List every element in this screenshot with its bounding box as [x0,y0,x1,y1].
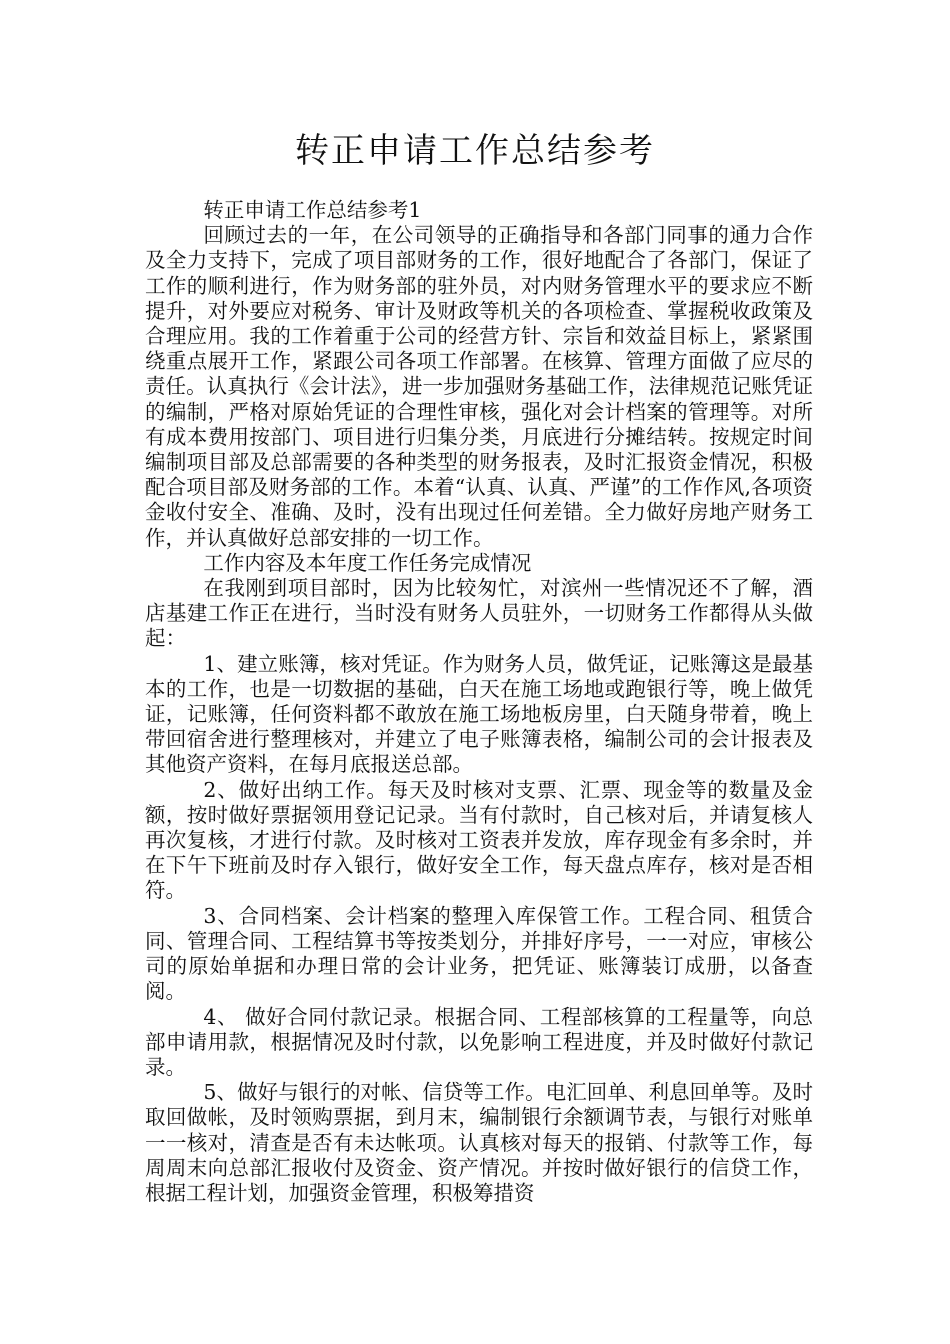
item-3-paragraph: 3、合同档案、会计档案的整理入库保管工作。工程合同、租赁合同、管理合同、工程结算书等按类划分，并排好序号，一一对应，审核公司的原始单据和办理日常的会计业务，把凭证、账簿装订成册，以备查阅。 [145,903,813,1004]
item-2-paragraph: 2、做好出纳工作。每天及时核对支票、汇票、现金等的数量及金额，按时做好票据领用登记记录。当有付款时，自己核对后，并请复核人再次复核，才进行付款。及时核对工资表并发放，库存现金有多余时，并在下午下班前及时存入银行，做好安全工作，每天盘点库存，核对是否相符。 [145,777,813,903]
intro-paragraph: 在我刚到项目部时，因为比较匆忙，对滨州一些情况还不了解，酒店基建工作正在进行，当时没有财务人员驻外，一切财务工作都得从头做起： [145,576,813,651]
item-4-paragraph: 4、 做好合同付款记录。根据合同、工程部核算的工程量等，向总部申请用款，根据情况及时付款，以免影响工程进度，并及时做好付款记录。 [145,1004,813,1079]
subtitle-paragraph: 转正申请工作总结参考1 [203,198,422,222]
item-1-paragraph: 1、建立账簿，核对凭证。作为财务人员，做凭证，记账簿这是最基本的工作，也是一切数据的基础，白天在施工场地或跑银行等，晚上做凭证，记账簿，任何资料都不敢放在施工场地板房里，白天随身带着，晚上带回宿舍进行整理核对，并建立了电子账簿表格，编制公司的会计报表及其他资产资料，在每月底报送总部。 [145,651,813,777]
document-body [145,198,813,1206]
document-title: 转正申请工作总结参考 [295,131,655,171]
review-paragraph: 回顾过去的一年，在公司领导的正确指导和各部门同事的通力合作及全力支持下，完成了项目部财务的工作，很好地配合了各部门，保证了工作的顺利进行，作为财务部的驻外员，对内财务管理水平的要求应不断提升，对外要应对税务、审计及财政等机关的各项检查、掌握税收政策及合理应用。我的工作着重于公司的经营方针、宗旨和效益目标上，紧紧围绕重点展开工作，紧跟公司各项工作部署。在核算、管理方面做了应尽的责任。认真执行《会计法》，进一步加强财务基础工作，法律规范记账凭证的编制，严格对原始凭证的合理性审核，强化对会计档案的管理等。对所有成本费用按部门、项目进行归集分类，月底进行分摊结转。按规定时间编制项目部及总部需要的各种类型的财务报表，及时汇报资金情况，积极配合项目部及财务部的工作。本着“认真、认真、严谨”的工作作风,各项资金收付安全、准确、及时，没有出现过任何差错。全力做好房地产财务工作，并认真做好总部安排的一切工作。 [145,223,813,550]
section-heading: 工作内容及本年度工作任务完成情况 [203,550,532,575]
item-5-paragraph: 5、做好与银行的对帐、信贷等工作。电汇回单、利息回单等。及时取回做帐，及时领购票据，到月末，编制银行余额调节表，与银行对账单一一核对，清查是否有未达帐项。认真核对每天的报销、付款等工作，每周周末向总部汇报收付及资金、资产情况。并按时做好银行的信贷工作，根据工程计划，加强资金管理，积极筹措资 [145,1080,813,1205]
